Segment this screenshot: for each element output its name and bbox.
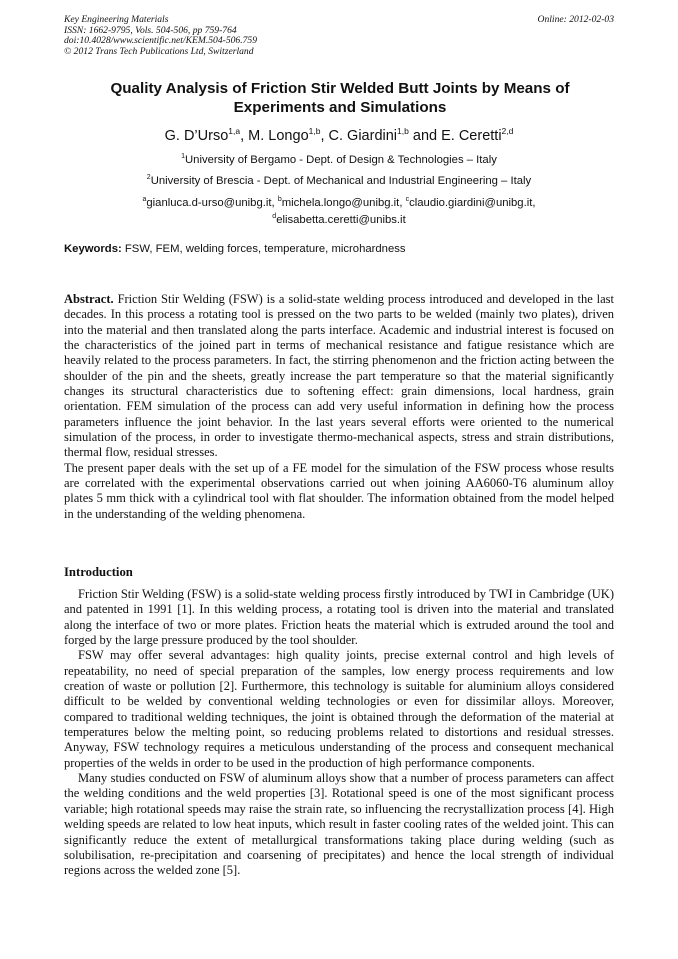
journal-name: Key Engineering Materials: [64, 14, 169, 25]
running-header: [64, 15, 614, 57]
email: $^b$michela.longo@unibg.it,: [277, 196, 406, 209]
abstract-paragraph: The present paper deals with the set up of a FE model for the simulation of the FSW process whose results are correlated with the experimental observations carried out when joining AA6060-T6 aluminum alloy plates 5 mm thick with a cylindrical tool with flat shoulder. The information obtained from the model helped in the understanding of the welding phenomena.: [64, 460, 614, 521]
author: G. D’Urso$^{1,a}$,: [164, 126, 249, 144]
email: $^c$claudio.giardini@unibg.it,: [405, 196, 536, 209]
author: E. Ceretti$^{2,d}$: [441, 126, 514, 144]
author-list: [64, 122, 614, 145]
abstract-paragraph: Friction Stir Welding (FSW) is a solid-state welding process introduced and developed in the last decades. In this process a rotating tool is pressed on the two parts to be welded (mainly two plates), driven into the material and then translated along the parts interface. Academic and industrial interest is focused on the characteristics of the joined part in terms of mechanical resistance and fatigue resistance which are heavily related to the process parameters. In fact, the stirring phenomenon and the friction acting between the shoulder of the pin and the sheets, greatly increase the part temperature so that the material significantly changes its structural characteristics due to softening effect: grain dimensions, local hardness, grain orientation. FEM simulation of the process can add very useful information in defining how the process parameters influence the joint behavior. In the last years several efforts were oriented to the numerical simulation of the process, in order to investigate thermo-mechanical aspects, stress and strain distributions, thermal flow, residual stresses.: [64, 292, 615, 460]
author: C. Giardini$^{1,b}$ and: [328, 126, 442, 144]
affiliation-2: $^2$University of Brescia - Dept. of Mechanical and Industrial Engineering – Italy: [146, 174, 532, 187]
affiliation-1: $^1$University of Bergamo - Dept. of Design & Technologies – Italy: [181, 153, 497, 166]
issn-line: ISSN: 1662-9795, Vols. 504-506, pp 759-764: [64, 24, 237, 36]
email: $^d$elisabetta.ceretti@unibs.it: [272, 212, 406, 226]
paragraph: FSW may offer several advantages: high quality joints, precise external control and high levels of repeatability, no need of special preparation of the samples, low energy process requirements and low creation of waste or pollution [2]. Furthermore, this technology is suitable for aluminium alloys considered difficult to be welded by conventional welding technologies or even for dissimilar alloys. Moreover, compared to traditional welding techniques, the joint is obtained through the deformation of the material at temperatures below the melting point, so reducing problems related to distortions and residual stresses. Anyway, FSW technology requires a meticulous understanding of the process and consequent mechanical properties of the welds in order to be used in the production of high performance components.: [64, 648, 614, 770]
keywords-label: Keywords:: [64, 243, 122, 255]
email: $^a$gianluca.d-urso@unibg.it,: [142, 196, 278, 209]
online-date: Online: 2012-02-03: [537, 14, 614, 25]
paragraph: Many studies conducted on FSW of aluminum alloys show that a number of process parameters can affect the welding conditions and the weld properties [3]. Rotational speed is one of the most significant process variable; high rotational speeds may raise the strain rate, so influencing the recrystallization process [4]. High welding speeds are related to low heat inputs, which result in faster cooling rates of the welded joint. This can significantly reduce the extent of metallurgical transformations taking place during welding (such as solubilisation, re-precipitation and coarsening of precipitates) and hence the local strength of individual regions across the welded zone [5].: [64, 771, 614, 878]
keywords: [64, 242, 614, 256]
copyright-line: © 2012 Trans Tech Publications Ltd, Switzerland: [64, 45, 254, 57]
author: M. Longo$^{1,b}$,: [248, 126, 329, 144]
keywords-text: FSW, FEM, welding forces, temperature, microhardness: [124, 243, 406, 255]
section-heading-introduction: Introduction: [64, 565, 133, 579]
paragraph: Friction Stir Welding (FSW) is a solid-state welding process firstly introduced by TWI in Cambridge (UK) and patented in 1991 [1]. In this welding process, a rotating tool is driven into the material and translated along the interface of two or more plates. Friction heats the material which is extruded around the tool and forged by the large pressure produced by the tool shoulder.: [64, 587, 614, 648]
email-list: [64, 193, 614, 227]
introduction-body: [64, 587, 614, 879]
abstract: [64, 292, 614, 522]
paper-title: Quality Analysis of Friction Stir Welded Butt Joints by Means of Experiments and Simulations: [110, 80, 570, 116]
doi-line: doi:10.4028/www.scientific.net/KEM.504-506.759: [64, 35, 258, 46]
abstract-label: Abstract.: [64, 292, 114, 306]
